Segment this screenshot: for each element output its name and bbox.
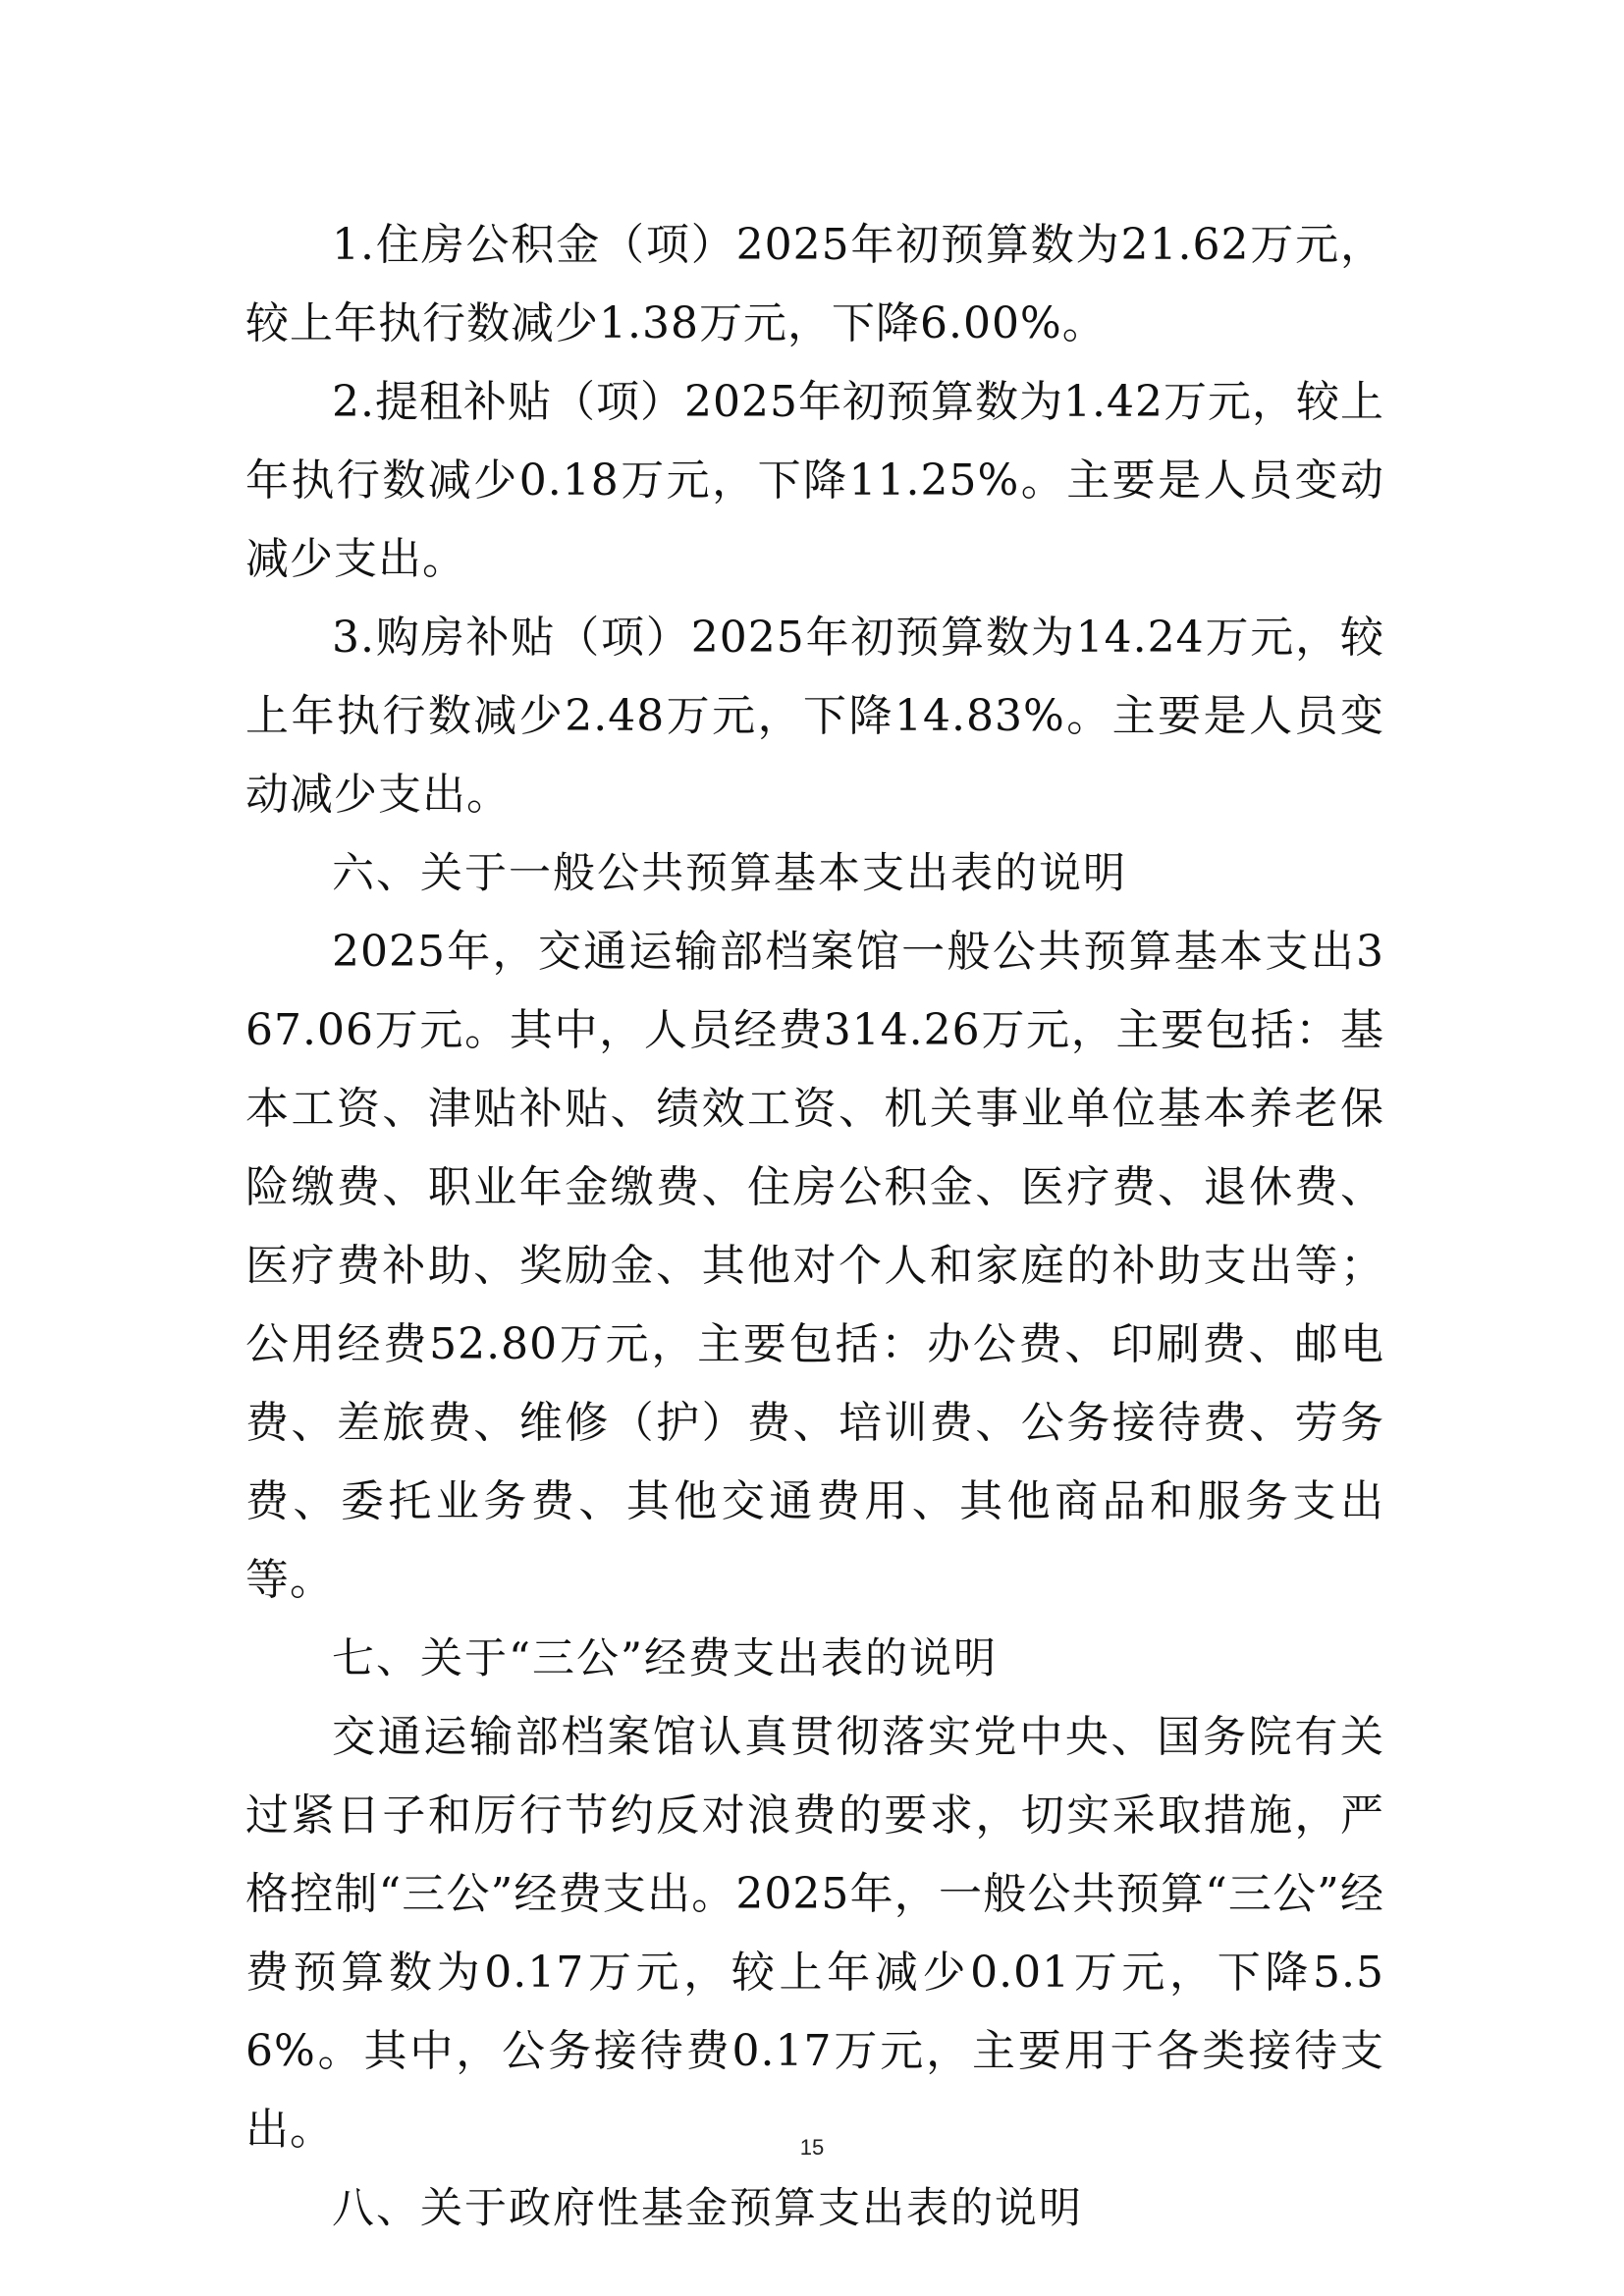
document-body [245, 206, 1384, 2248]
section-heading-three-public-expenses: 七、关于“三公”经费支出表的说明 [332, 1634, 998, 1683]
section-heading-government-fund: 八、关于政府性基金预算支出表的说明 [332, 2184, 1083, 2233]
section-heading-basic-expenditure: 六、关于一般公共预算基本支出表的说明 [332, 849, 1127, 898]
paragraph-three-public-expenses: 交通运输部档案馆认真贯彻落实党中央、国务院有关过紧日子和厉行节约反对浪费的要求，切实采取措施，严格控制“三公”经费支出。2025年，一般公共预算“三公”经费预算数为0.17万元，较上年减少0.01万元，下降5.56%。其中，公务接待费0.17万元，主要用于各类接待支出。 [245, 1712, 1384, 2155]
paragraph-rent-subsidy: 2.提租补贴（项）2025年初预算数为1.42万元，较上年执行数减少0.18万元，下降11.25%。主要是人员变动减少支出。 [245, 377, 1384, 584]
paragraph-housing-purchase-subsidy: 3.购房补贴（项）2025年初预算数为14.24万元，较上年执行数减少2.48万元，下降14.83%。主要是人员变动减少支出。 [245, 613, 1384, 820]
page-number: 15 [799, 2135, 825, 2160]
paragraph-housing-fund: 1.住房公积金（项）2025年初预算数为21.62万元，较上年执行数减少1.38万元，下降6.00%。 [245, 220, 1384, 348]
paragraph-basic-expenditure: 2025年，交通运输部档案馆一般公共预算基本支出367.06万元。其中，人员经费314.26万元，主要包括：基本工资、津贴补贴、绩效工资、机关事业单位基本养老保险缴费、职业年金缴费、住房公积金、医疗费、退休费、医疗费补助、奖励金、其他对个人和家庭的补助支出等；公用经费52.80万元，主要包括：办公费、印刷费、邮电费、差旅费、维修（护）费、培训费、公务接待费、劳务费、委托业务费、其他交通费用、其他商品和服务支出等。 [245, 927, 1384, 1605]
